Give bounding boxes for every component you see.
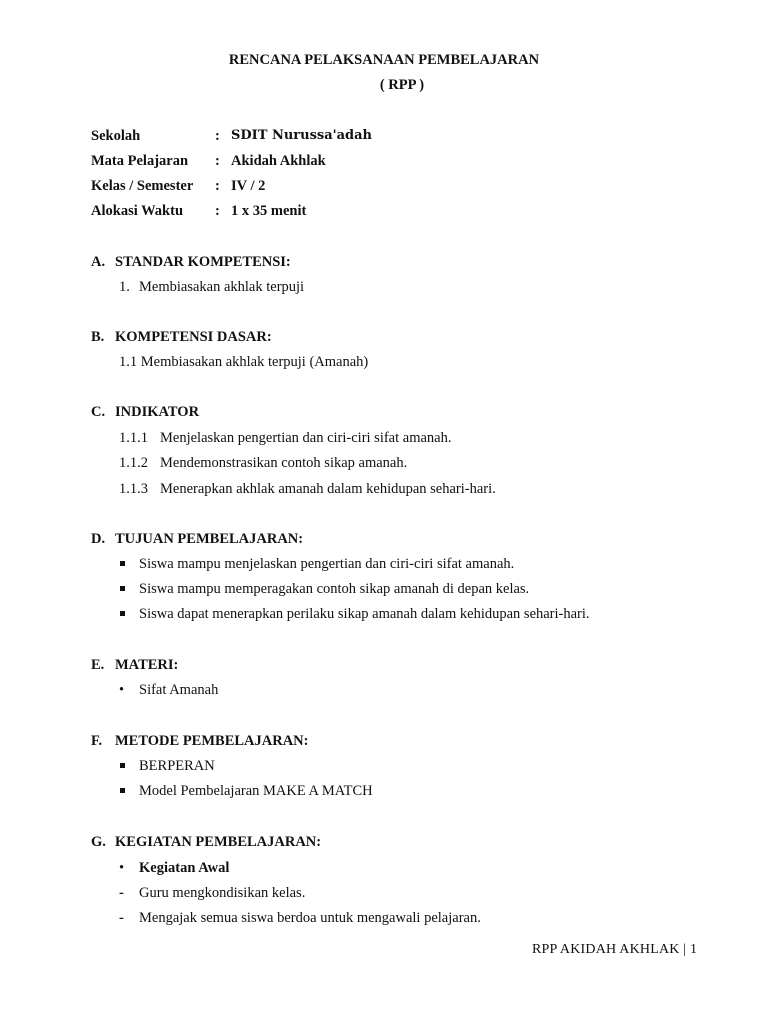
section-title: MATERI: [115, 657, 179, 673]
section-title: KEGIATAN PEMBELAJARAN: [115, 834, 322, 850]
section-title: STANDAR KOMPETENSI: [115, 254, 291, 270]
section-heading-a [91, 253, 291, 271]
section-heading-g [91, 833, 321, 851]
dash-icon: - [119, 885, 124, 901]
list-item: Menjelaskan pengertian dan ciri-ciri sifat amanah. [160, 430, 452, 446]
identity-label: Mata Pelajaran [91, 153, 189, 169]
list-item: Menerapkan akhlak amanah dalam kehidupan sehari-hari. [160, 481, 496, 497]
identity-label: Kelas / Semester [91, 178, 194, 194]
colon: : [215, 203, 220, 219]
dash-icon: - [119, 910, 124, 926]
document-subtitle: ( RPP ) [379, 77, 425, 93]
colon: : [215, 178, 220, 194]
section-letter: C. [91, 404, 106, 420]
square-bullet-icon [120, 561, 125, 566]
section-letter: D. [91, 531, 106, 547]
square-bullet-icon [120, 763, 125, 768]
square-bullet-icon [120, 586, 125, 591]
section-heading-f [91, 732, 308, 750]
identity-value: SDIT Nurussa'adah [231, 128, 373, 143]
list-number: 1. [119, 279, 130, 295]
list-item: Siswa mampu menjelaskan pengertian dan ciri-ciri sifat amanah. [139, 556, 515, 572]
section-title: INDIKATOR [115, 404, 200, 420]
bullet-icon: • [119, 860, 125, 876]
section-heading-e [91, 656, 178, 674]
identity-label: Alokasi Waktu [91, 203, 184, 219]
identity-label: Sekolah [91, 128, 141, 144]
section-title: KOMPETENSI DASAR: [115, 329, 272, 345]
identity-value: IV / 2 [231, 178, 266, 194]
colon: : [215, 128, 220, 144]
section-title: TUJUAN PEMBELAJARAN: [115, 531, 304, 547]
list-item: Sifat Amanah [139, 682, 219, 698]
subheading: Kegiatan Awal [139, 860, 230, 876]
section-letter: B. [91, 329, 105, 345]
list-item: 1.1 Membiasakan akhlak terpuji (Amanah) [119, 354, 369, 370]
list-item: Siswa dapat menerapkan perilaku sikap amanah dalam kehidupan sehari-hari. [139, 606, 590, 622]
section-letter: F. [91, 733, 103, 749]
section-heading-c [91, 403, 199, 421]
colon: : [215, 153, 220, 169]
section-heading-b [91, 328, 272, 346]
list-number: 1.1.2 [119, 455, 148, 471]
section-heading-d [91, 530, 303, 548]
identity-value: Akidah Akhlak [231, 153, 326, 169]
list-item: Model Pembelajaran MAKE A MATCH [139, 783, 373, 799]
list-item: BERPERAN [139, 758, 215, 774]
list-item: Guru mengkondisikan kelas. [139, 885, 306, 901]
section-letter: A. [91, 254, 106, 270]
list-number: 1.1.3 [119, 481, 148, 497]
list-item: Siswa mampu memperagakan contoh sikap amanah di depan kelas. [139, 581, 530, 597]
square-bullet-icon [120, 611, 125, 616]
section-title: METODE PEMBELAJARAN: [115, 733, 309, 749]
identity-value: 1 x 35 menit [231, 203, 307, 219]
list-item: Mengajak semua siswa berdoa untuk mengawali pelajaran. [139, 910, 481, 926]
list-item: Mendemonstrasikan contoh sikap amanah. [160, 455, 408, 471]
bullet-icon: • [119, 682, 125, 698]
page-footer: RPP AKIDAH AKHLAK | 1 [532, 942, 698, 957]
section-letter: G. [91, 834, 106, 850]
section-letter: E. [91, 657, 105, 673]
document-title: RENCANA PELAKSANAAN PEMBELAJARAN [228, 52, 540, 68]
list-item: Membiasakan akhlak terpuji [139, 279, 305, 295]
square-bullet-icon [120, 788, 125, 793]
list-number: 1.1.1 [119, 430, 148, 446]
